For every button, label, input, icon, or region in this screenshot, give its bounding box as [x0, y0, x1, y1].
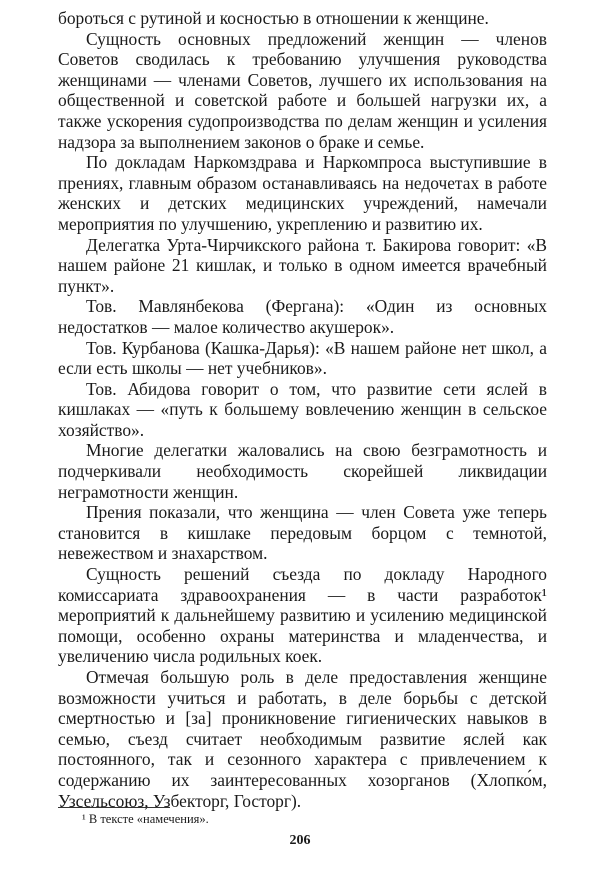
paragraph: Отмечая большую роль в деле предоставления женщине возможности учиться и работать, в деле борьбы с детской смертностью и [за] проникновение гигиенических навыков в семью, съезд считает необходимым развитие яслей как постоянного, так и сезонного характера с привлечением к содержанию их заинтересованных хозорганов (Хлопко́м, Узсельсоюз, Узбекторг, Госторг). [58, 667, 547, 811]
paragraph: Многие делегатки жаловались на свою безграмотность и подчеркивали необходимость скорейшей ликвидации неграмотности женщин. [58, 440, 547, 502]
paragraph: Сущность основных предложений женщин — членов Советов сводилась к требованию улучшения руководства женщинами — членами Советов, лучшего их использования на общественной и советской работе и большей нагрузки их, а также ускорения судопроизводства по делам женщин и усиления надзора за выполнением законов о браке и семье. [58, 28, 547, 152]
footnote: ¹ В тексте «намечения». [82, 812, 209, 826]
paragraph: Сущность решений съезда по докладу Народного комиссариата здравоохранения — в части разработок¹ мероприятий к дальнейшему развитию и усилению медицинской помощи, особенно охраны материнства и младенчества, и увеличению числа родильных коек. [58, 564, 547, 667]
paragraph: Тов. Курбанова (Кашка-Дарья): «В нашем районе нет школ, а если есть школы — нет учебников». [58, 337, 547, 379]
footnote-divider [58, 807, 170, 808]
paragraph: Тов. Мавлянбекова (Фергана): «Один из основных недостатков — малое количество акушерок». [58, 296, 547, 337]
paragraph: По докладам Наркомздрава и Наркомпроса выступившие в прениях, главным образом останавливаясь на недочетах в работе женских и детских медицинских учреждений, намечали мероприятия по улучшению, укреплению и развитию их. [58, 152, 547, 234]
page-number: 206 [289, 833, 311, 848]
paragraph: Делегатка Урта-Чирчикского района т. Бакирова говорит: «В нашем районе 21 кишлак, и только в одном имеется врачебный пункт». [58, 234, 547, 296]
paragraph: бороться с рутиной и косностью в отношении к женщине. [58, 8, 489, 28]
paragraph: Тов. Абидова говорит о том, что развитие сети яслей в кишлаках — «путь к большему вовлечению женщин в сельское хозяйство». [58, 378, 547, 440]
page-body [58, 8, 547, 811]
paragraph: Прения показали, что женщина — член Совета уже теперь становится в кишлаке передовым борцом с темнотой, невежеством и знахарством. [58, 502, 547, 564]
